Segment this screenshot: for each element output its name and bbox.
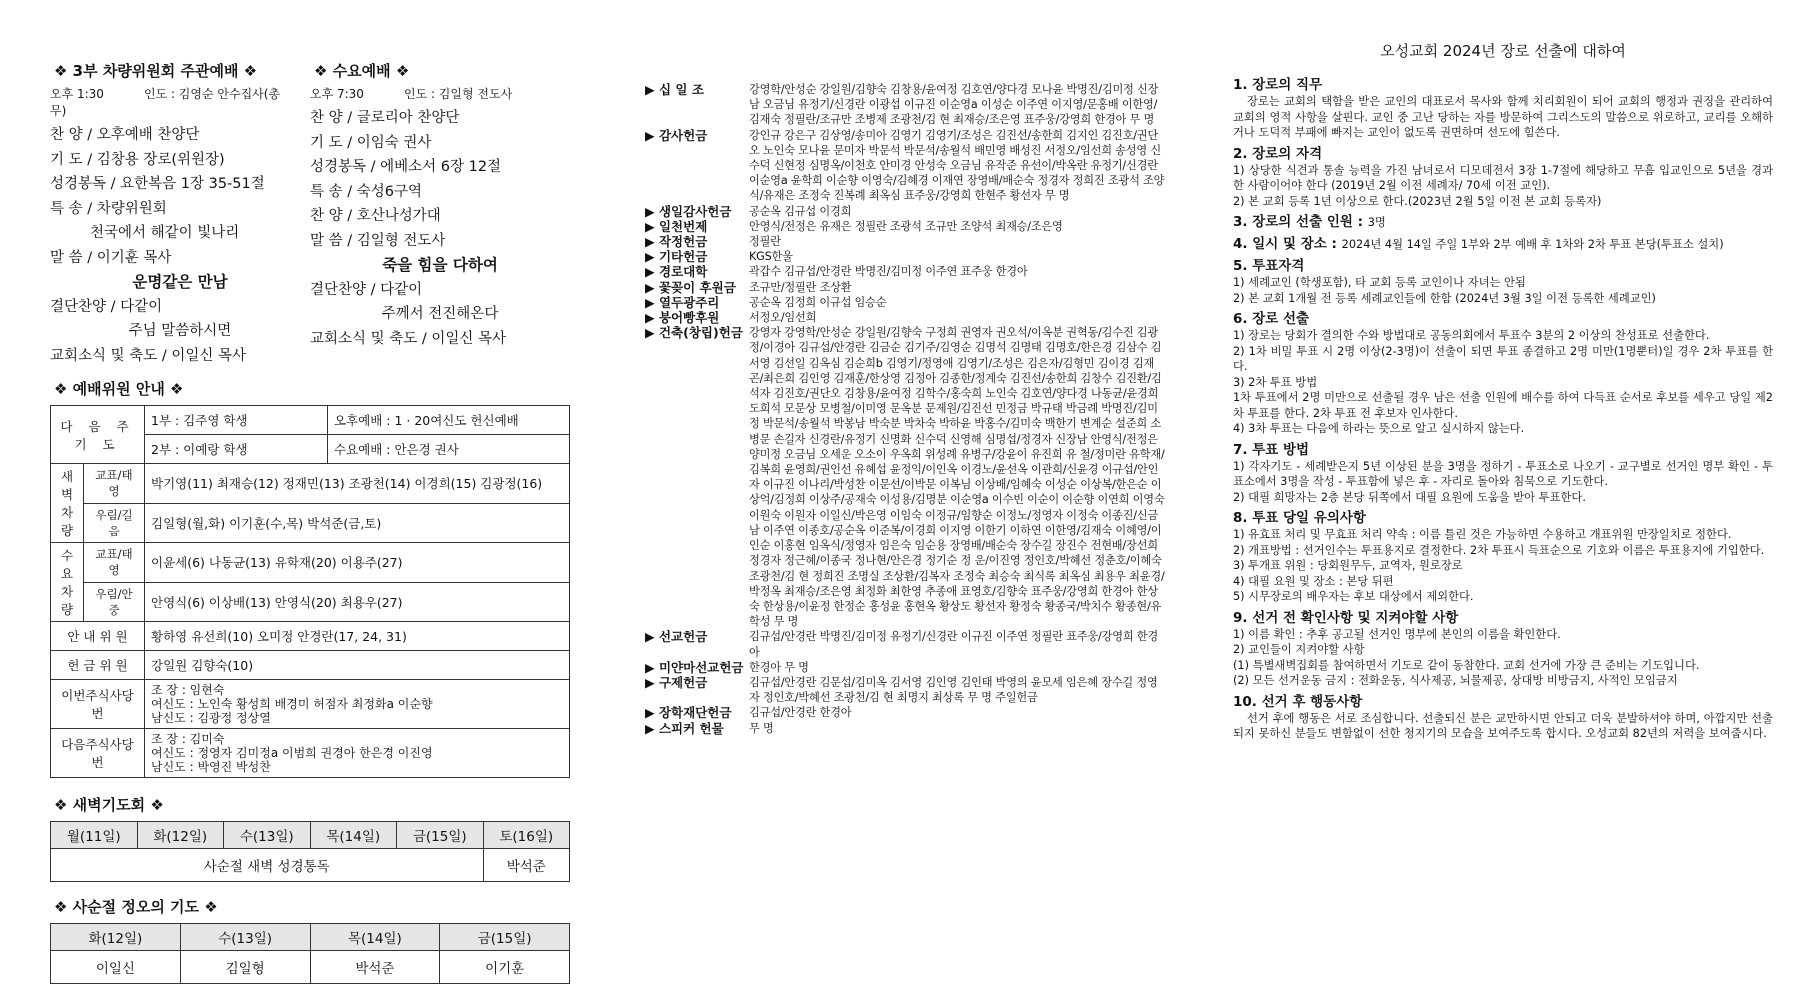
cell: 2부 : 이예랑 학생 [145, 435, 328, 464]
section-heading-inline [1233, 236, 1773, 253]
offering-row [645, 280, 1165, 295]
section-body: 3) 투개표 위원 : 당회원무두, 교역자, 원로장로 [1233, 559, 1463, 572]
offering-names: 조규만/정필란 조상환 [749, 280, 852, 294]
offering-names: 김규섭/안경란 김문섭/김미옥 김서영 김인영 김인태 박영의 윤모세 임은혜 장수길 정영자 정인호/박혜선 조광천/김 현 최명지 최상록 무 명 주일헌금 [749, 675, 1158, 705]
offering-label: ▶ 붕어빵후원 [645, 310, 720, 326]
meal-line: 조 장 : 임현숙 [151, 683, 225, 697]
wednesday-service-title: ❖ 수요예배 ❖ [314, 62, 410, 80]
name-cell: 이일신 [51, 951, 181, 984]
dawn-prayer-title: ❖ 새벽기도회 ❖ [54, 796, 164, 814]
usher-label: 안 내 위 원 [51, 622, 145, 651]
sermon-line: 말 씀 / 이기훈 목사 [50, 249, 172, 266]
order-line: 기 도 / 김창용 장로(위원장) [50, 151, 225, 168]
offering-label: ▶ 선교헌금 [645, 629, 708, 645]
sermon-title: 운명같은 만남 [132, 273, 228, 291]
offering-row [645, 219, 1165, 234]
committee-title: ❖ 예배위원 안내 ❖ [54, 380, 184, 398]
day-cell: 수(13일) [180, 924, 310, 951]
offering-label: ▶ 꽃꽂이 후원금 [645, 279, 736, 295]
section-heading: 2. 장로의 자격 [1233, 145, 1323, 162]
order-line: 특 송 / 차량위원회 [50, 200, 167, 217]
offering-label: ▶ 스피커 헌물 [645, 720, 724, 736]
cell: 수요예배 : 안은경 권사 [328, 435, 570, 464]
section-value: 3명 [1367, 216, 1386, 229]
order-line: 특 송 / 숙성6구역 [310, 183, 422, 200]
offering-label: ▶ 경로대학 [645, 264, 708, 280]
cell: 오후예배 : 1 · 20여신도 헌신예배 [328, 406, 570, 435]
section-heading: 10. 선거 후 행동사항 [1233, 693, 1363, 710]
offering-row [645, 705, 1165, 720]
closing-line: 결단찬양 / 다같이 [50, 298, 163, 315]
section-body: 1) 장로는 당회가 결의한 수와 방법대로 공동의회에서 투표수 3분의 2 이상의 찬성표로 선출한다. [1233, 329, 1710, 342]
election-title: 오성교회 2024년 장로 선출에 대하여 [1380, 42, 1626, 60]
next-prayer-label: 다 음 주 기 도 [51, 406, 145, 464]
section-heading: 3. 장로의 선출 인원 : [1233, 214, 1364, 230]
offering-row [645, 204, 1165, 219]
afternoon-time: 오후 1:30 [50, 87, 104, 101]
cell: 우림/길음 [84, 503, 145, 543]
section-heading: 1. 장로의 직무 [1233, 77, 1323, 93]
day-cell: 목(14일) [310, 822, 397, 849]
offering-names: 한경아 무 명 [749, 660, 809, 674]
section-body: 2) 본 교회 등록 1년 이상으로 한다.(2023년 2월 5일 이전 본 교회 등록자) [1233, 194, 1602, 208]
lent-prayer-table [50, 923, 570, 984]
offering-row [645, 82, 1165, 128]
cell: 황하영 유선희(10) 오미정 안경란(17, 24, 31) [145, 622, 570, 651]
offering-label: ▶ 생일감사헌금 [645, 203, 732, 219]
offering-names: 강영자 강영학/안성순 강일원/김향숙 구정희 권영자 권오석/이옥분 권혁동/김수진 김광정/이경아 김규섭/안경란 김금순 김기주/김영순 김명석 김명태 김명호/한은경 김삼수 김서영 김선일 김옥심 김순희b 김영기/정영애 김영기/조성은 김은자/김형민 김이경 김재곤/최은희 김인영 김재훈/한상영 김정아 김종한/정계숙 김진선/송한희 김창수 김진환/김석자 김진호/권단오 김창용/윤여정 김학수/홍숙희 노인숙 김호연/양다경 나동균/윤경희 도희석 모문상 모병철/이미영 문옥분 문제원/김진선 민정금 박규태 박금례 박명진/김미정 박문석/송월석 박봉남 박숙분 박차숙 박하윤 박홍수/김미숙 백한기 변계순 설준희 소병문 손길자 신경란/유정기 신명화 신수덕 신영해 심명섭/정경자 신장남 안영식/전정은 양미정 오금님 오세운 오소이 우옥희 위성례 유병구/강윤이 유진희 유 철/정미란 유학재/김복희 윤영희/권인선 유혜섭 윤정익/이인옥 이경노/윤선옥 이관희/신윤경 이규섭/안인자 이규진 이나리/박성찬 이문선/이박문 이복님 이상배/임혜숙 이성순 이상복/한은순 이상억/김정희 이상주/공재숙 이성용/김명분 이순영a 이수빈 이순이 이순향 이연희 이영숙 이원숙 이원자 이일신/박은영 이임숙 이정규/임향순 이정노/정영자 이정숙 이종진/신금남 이주연 이종호/공순옥 이준복/이경희 이지영 이한기 이하연 이한영/김재숙 이혜영/이인순 이홍현 임옥식/정영자 임은숙 임순용 장영배/배순숙 장수길 장진수 전현배/장선희 정경자 정근혜/이종국 정나현/안은경 정기순 정 운/이진영 정인호/박혜선 정춘호/이혜숙 조광천/김 현 정희진 조명실 조상환/김복자 조정숙 최승숙 최식록 최옥심 최용우 최윤경/박정옥 최재승/조은영 최정화 최한영 추종애 표영호/김향숙 표주웅/강영희 한경아 한상숙 한상용/이윤정 한정순 홍성윤 홍현옥 황상도 황선자 황정숙 황종국/박치수 황종현/유학성 무 명 [749, 326, 1165, 629]
closing-song: 주께서 전진해온다 [381, 306, 499, 322]
dawn-sat: 박석준 [483, 849, 570, 882]
cell: 강일원 김향숙(10) [145, 651, 570, 680]
section-body: 2) 본 교회 1개월 전 등록 세례교인들에 한함 (2024년 3월 3일 이전 등록한 세례교인) [1233, 291, 1656, 305]
offering-names: 정필란 [749, 235, 781, 249]
order-line: 찬 양 / 글로리아 찬양단 [310, 110, 460, 126]
section-heading: 9. 선거 전 확인사항 및 지켜야할 사항 [1233, 609, 1459, 626]
news-line: 교회소식 및 축도 / 이일신 목사 [50, 347, 247, 364]
day-cell: 토(16일) [483, 822, 570, 849]
wednesday-time: 오후 7:30 [310, 87, 364, 101]
offering-label: ▶ 열두광주리 [645, 294, 720, 310]
order-line: 찬 양 / 오후예배 찬양단 [50, 127, 200, 143]
offering-names: 무 명 [749, 721, 774, 735]
offering-names: 공순옥 김정희 이규섭 임승순 [749, 295, 887, 309]
section-body: 2) 개표방법 : 선거인수는 투표용지로 결정한다. 2차 투표시 득표순으로 기호와 이름은 투표용지에 기입한다. [1233, 543, 1765, 557]
order-line: 기 도 / 이임숙 권사 [310, 134, 432, 151]
day-cell: 수(13일) [224, 822, 311, 849]
lent-prayer-title: ❖ 사순절 정오의 기도 ❖ [54, 898, 218, 916]
dawn-car-label: 새벽 차량 [51, 464, 84, 543]
section-body: 1차 투표에서 2명 미만으로 선출될 경우 남은 선출 인원에 배수를 하여 다득표 순서로 후보를 세우고 당일 제2차 투표를 한다. 2차 투표 전 후보자 인사한다. [1233, 391, 1773, 420]
offering-names: 서정오/임선희 [749, 311, 817, 325]
wednesday-leader: 인도 : 김일형 전도사 [403, 87, 513, 101]
offering-row [645, 660, 1165, 675]
offering-row [645, 264, 1165, 279]
offering-row [645, 234, 1165, 249]
offering-names: 안영식/전정은 유재은 정필란 조광석 조규만 조양석 최재승/조은영 [749, 219, 1063, 233]
dawn-content: 사순절 새벽 성경통독 [51, 849, 484, 882]
order-line: 성경봉독 / 에베소서 6장 12절 [310, 159, 502, 175]
day-cell: 목(14일) [310, 924, 440, 951]
offering-label: ▶ 작정헌금 [645, 234, 708, 250]
section-body: 1) 이름 확인 : 추후 공고될 선거인 명부에 본인의 이름을 확인한다. [1233, 627, 1561, 641]
offering-row [645, 629, 1165, 659]
this-week-meal-label: 이번주식사당번 [51, 680, 145, 729]
order-line: 찬 양 / 호산나성가대 [310, 208, 441, 224]
section-body: 4) 3차 투표는 다음에 하라는 뜻으로 알고 실시하지 않는다. [1233, 422, 1525, 435]
offering-row [645, 249, 1165, 264]
order-line: 말 씀 / 김일형 전도사 [310, 232, 446, 249]
meal-line: 남신도 : 김광정 정상열 [151, 711, 271, 725]
day-cell: 화(12일) [51, 924, 181, 951]
day-cell: 월(11일) [51, 822, 138, 849]
offering-label: 헌 금 위 원 [51, 651, 145, 680]
section-heading: 8. 투표 당일 유의사항 [1233, 510, 1366, 526]
left-column [50, 60, 570, 984]
section-body: 3) 2차 투표 방법 [1233, 375, 1318, 389]
section-body: 2) 대필 희망자는 2층 본당 뒤쪽에서 대필 요원에 도움을 받아 투표한다. [1233, 490, 1586, 504]
name-cell: 이기훈 [440, 951, 570, 984]
section-body: 1) 유효표 처리 및 무효표 처리 약속 : 이름 틀린 것은 가능하면 수용하고 개표위원 만장일치로 정한다. [1233, 528, 1732, 541]
offering-label: ▶ 건축(창립)헌금 [645, 325, 743, 341]
section-body: 4) 대필 요원 및 장소 : 본당 뒤편 [1233, 574, 1394, 588]
election-notice [1233, 38, 1773, 747]
offering-label: ▶ 장학재단헌금 [645, 705, 732, 721]
section-body: 1) 상당한 식견과 통솔 능력을 가진 남녀로서 디모데전서 3장 1-7절에 해당하고 무흠 입교인으로 5년을 경과한 사람이어야 한다 (2019년 2월 이전 세례자/ 70세 이전 교인). [1233, 163, 1773, 192]
day-cell: 금(15일) [397, 822, 484, 849]
offering-row [645, 675, 1165, 705]
section-heading: 5. 투표자격 [1233, 258, 1305, 274]
offering-names: 강영학/안성순 강일원/김향숙 김창용/윤여정 김호연/양다경 모나윤 박명진/김미정 신장남 오금님 유정기/신경란 이광섭 이규진 이순영a 이성순 이주연 이지영/문홍배 이한영/김재숙 정필란/조규만 조병제 조광천/김 현 최재승/조은영 표주웅/강영희 한경아 무 명 [749, 83, 1159, 127]
section-heading: 6. 장로 선출 [1233, 311, 1310, 327]
cell: 김일형(월,화) 이기훈(수,목) 박석준(금,토) [145, 503, 570, 543]
committee-table [50, 405, 570, 778]
cell: 교표/태영 [84, 464, 145, 504]
cell: 박기영(11) 최재승(12) 정재민(13) 조광천(14) 이경희(15) 김광정(16) [145, 464, 570, 504]
order-line: 성경봉독 / 요한복음 1장 35-51절 [50, 176, 265, 192]
day-cell: 화(12일) [137, 822, 224, 849]
section-heading: 7. 투표 방법 [1233, 441, 1310, 458]
day-cell: 금(15일) [440, 924, 570, 951]
name-cell: 박석준 [310, 951, 440, 984]
section-body: 장로는 교회의 택함을 받은 교인의 대표로서 목사와 함께 치리회원이 되어 교회의 행정과 권징을 관리하여 교회의 영적 사항을 살핀다. 교인 중 고난 당하는 자를 방문하여 그리스도의 말씀으로 위로하고, 교리를 오해하거나 도덕적 부패에 빠지는 교인이 없도록 권면하며 선도에 힘쓴다. [1233, 95, 1773, 139]
section-heading: 4. 일시 및 장소 : [1233, 236, 1337, 252]
sermon-title: 죽을 힘을 다하여 [382, 256, 498, 274]
offering-label: ▶ 감사헌금 [645, 127, 708, 143]
offering-label: ▶ 일천번제 [645, 218, 708, 234]
meal-line: 여신도 : 노인숙 황성희 배경미 허점자 최정화a 이순향 [151, 697, 433, 711]
section-body: 5) 시무장로의 배우자는 후보 대상에서 제외한다. [1233, 590, 1474, 603]
meal-line: 여신도 : 정영자 김미정a 이범희 권경아 한은경 이진영 [151, 746, 433, 760]
offering-row [645, 325, 1165, 629]
section-body: (1) 특별새벽집회를 참여하면서 기도로 같이 동참한다. 교회 선거에 가장 큰 준비는 기도입니다. [1233, 658, 1700, 672]
wed-car-label: 수요 차량 [51, 543, 84, 622]
offering-names: 김규섭/안경란 박명진/김미정 유정기/신경란 이규진 이주연 정필란 표주웅/강영희 한경아 [749, 630, 1159, 659]
section-body: 선거 후에 행동은 서로 조심합니다. 선출되신 분은 교만하시면 안되고 더욱 분발하셔야 하며, 아깝지만 선출되지 못하신 분들도 변함없이 선한 청지기의 모습을 보여주도록 합시다. 오성교회 82년의 저력을 보여줍시다. [1233, 711, 1773, 740]
offering-row [645, 721, 1165, 736]
offering-names: 곽갑수 김규섭/안경란 박명진/김미정 이주연 표주웅 한경아 [749, 265, 1028, 279]
afternoon-service-title: ❖ 3부 차량위원회 주관예배 ❖ [54, 62, 258, 80]
section-body: 1) 각자기도 - 세례받은지 5년 이상된 분을 3명을 정하기 - 투표소로 나오기 - 교구별로 선거인 명부 확인 - 투표소에서 3명을 작성 - 투표함에 넣은 후 - 자리로 돌아와 침묵으로 기도한다. [1233, 459, 1773, 488]
offering-label: ▶ 구제헌금 [645, 674, 708, 690]
section-body: (2) 모든 선거운동 금지 : 전화운동, 식사제공, 뇌물제공, 상대방 비방금지, 사적인 모임금지 [1233, 674, 1678, 687]
offering-names: 공순옥 김규섭 이경희 [749, 204, 852, 218]
cell: 우림/안중 [84, 582, 145, 622]
afternoon-leader: 인도 : 김영순 안수집사(총무) [50, 87, 281, 118]
section-body: 2) 교인들이 지켜야할 사항 [1233, 643, 1365, 656]
cell: 이윤세(6) 나동균(13) 유학재(20) 이용주(27) [145, 543, 570, 583]
closing-song: 주님 말씀하시면 [128, 323, 232, 339]
section-body: 1) 세례교인 (학생포함), 타 교회 등록 교인이나 자녀는 안됨 [1233, 276, 1526, 289]
offering-row [645, 310, 1165, 325]
afternoon-service [50, 60, 310, 368]
name-cell: 김일형 [180, 951, 310, 984]
offering-row [645, 128, 1165, 204]
section-heading-inline [1233, 214, 1773, 231]
cell: 1부 : 김주영 학생 [145, 406, 328, 435]
offering-row [645, 295, 1165, 310]
meal-line: 남신도 : 박영진 박성찬 [151, 760, 271, 774]
wednesday-service [310, 60, 570, 368]
meal-line: 조 장 : 김미숙 [151, 732, 225, 746]
offering-label: ▶ 십 일 조 [645, 82, 704, 97]
offering-names: 강인규 강은구 김상영/송미아 김영기 김영기/조성은 김진선/송한희 김지인 김진호/권단오 노인숙 모나윤 문미자 박문석 박문석/송월석 배민영 배성진 서정오/임선희 송성영 신수덕 신현정 심명옥/이천호 안미경 안성숙 오금님 유작준 유선이/박옥란 유정기/신경란 이순영a 윤학희 이순향 이영숙/김혜경 이재연 장영배/배순숙 정경자 정희진 조광석 조양식/유재은 조정숙 진복례 최옥심 표주웅/강영희 한현주 황선자 무 명 [749, 128, 1165, 203]
closing-line: 결단찬양 / 다같이 [310, 281, 423, 298]
offering-list [645, 82, 1165, 736]
dawn-prayer-table [50, 821, 570, 882]
next-week-meal-label: 다음주식사당번 [51, 729, 145, 778]
offering-names: KGS한울 [749, 250, 793, 264]
special-song: 천국에서 해같이 빛나리 [90, 225, 240, 241]
section-body: 2) 1차 비밀 투표 시 2명 이상(2-3명)이 선출이 되면 투표 종결하고 2명 미만(1명뿐터)일 경우 2차 투표를 한다. [1233, 344, 1773, 373]
news-line: 교회소식 및 축도 / 이일신 목사 [310, 330, 507, 347]
offering-names: 김규섭/안경란 한경아 [749, 706, 852, 720]
cell: 교표/태영 [84, 543, 145, 583]
offering-label: ▶ 기타헌금 [645, 249, 708, 265]
section-value: 2024년 4월 14일 주일 1부와 2부 예배 후 1차와 2차 투표 본당(투표소 설치) [1341, 238, 1724, 251]
offering-label: ▶ 미얀마선교헌금 [645, 659, 744, 675]
cell: 안영식(6) 이상배(13) 안영식(20) 최용우(27) [145, 582, 570, 622]
